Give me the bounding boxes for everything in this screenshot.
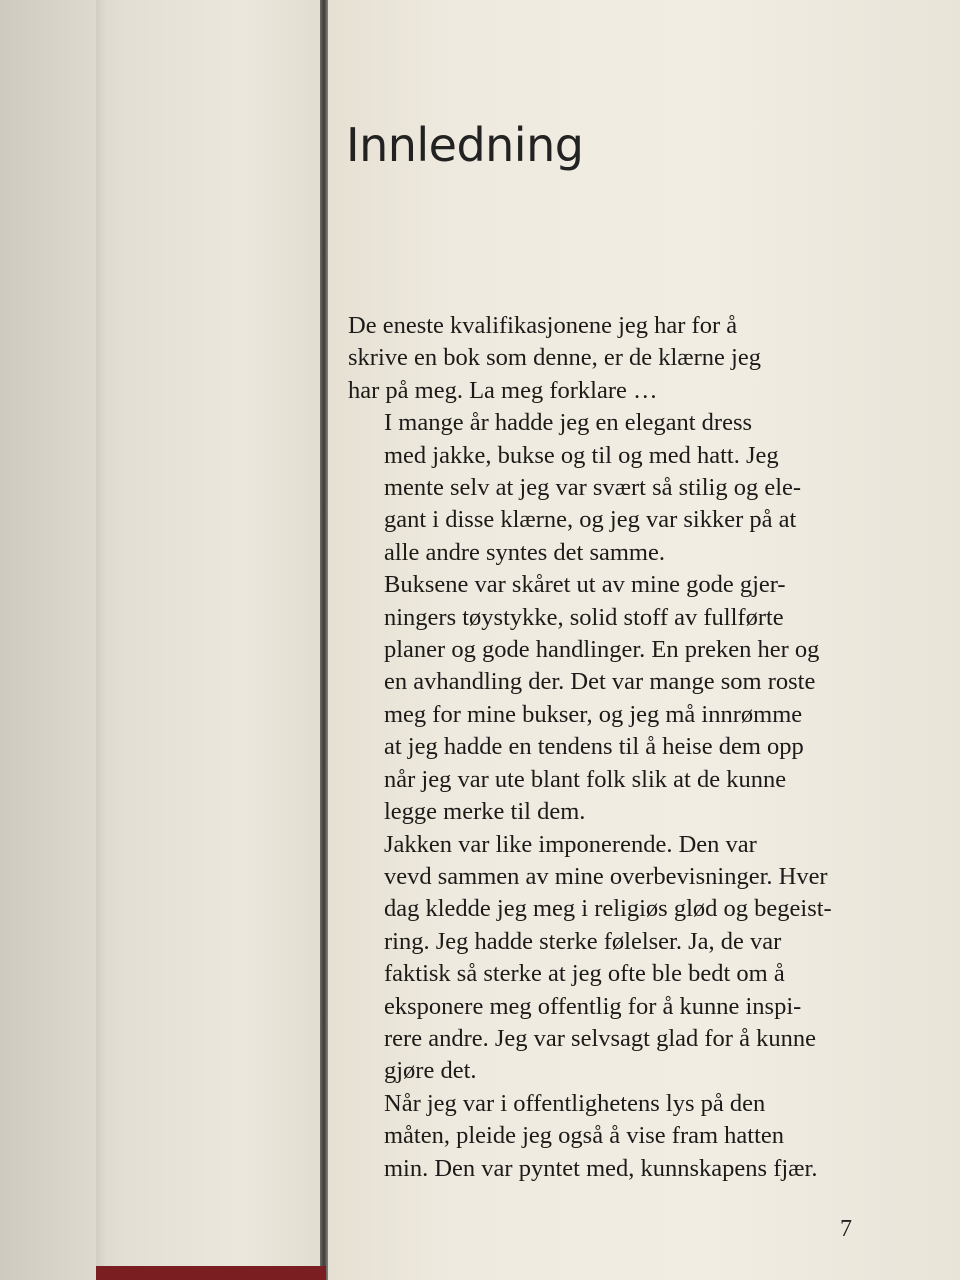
text-line: ningers tøystykke, solid stoff av fullførte xyxy=(384,603,784,631)
text-line: når jeg var ute blant folk slik at de kunne xyxy=(384,765,787,793)
text-line: skrive en bok som denne, er de klærne jeg xyxy=(348,344,761,372)
text-line: gant i disse klærne, og jeg var sikker på at xyxy=(384,506,797,534)
text-line: vevd sammen av mine overbevisninger. Hver xyxy=(384,862,828,890)
text-line: gjøre det. xyxy=(384,1057,477,1085)
book-cover-edge xyxy=(96,1266,326,1280)
body-text xyxy=(348,310,874,1185)
text-line: faktisk så sterke at jeg ofte ble bedt om å xyxy=(384,960,785,988)
paragraph xyxy=(348,569,874,828)
paragraph xyxy=(348,310,874,407)
page-number: 7 xyxy=(840,1216,852,1242)
text-line: planer og gode handlinger. En preken her og xyxy=(384,636,820,664)
book-gutter xyxy=(320,0,328,1280)
text-line: en avhandling der. Det var mange som roste xyxy=(384,668,816,696)
paragraph xyxy=(348,1088,874,1185)
text-line: meg for mine bukser, og jeg må innrømme xyxy=(384,700,803,728)
paragraph xyxy=(348,407,874,569)
text-line: Jakken var like imponerende. Den var xyxy=(384,830,757,858)
text-line: De eneste kvalifikasjonene jeg har for å xyxy=(348,312,738,339)
text-line: I mange år hadde jeg en elegant dress xyxy=(384,409,753,437)
text-line: Når jeg var i offentlighetens lys på den xyxy=(384,1089,766,1117)
text-line: har på meg. La meg forklare … xyxy=(348,376,658,404)
text-line: med jakke, bukse og til og med hatt. Jeg xyxy=(384,441,779,469)
text-line: dag kledde jeg meg i religiøs glød og begeist- xyxy=(384,895,832,923)
text-line: rere andre. Jeg var selvsagt glad for å kunne xyxy=(384,1024,816,1052)
left-page-edge xyxy=(96,0,106,1280)
chapter-title: Innledning xyxy=(346,118,584,172)
text-line: mente selv at jeg var svært så stilig og ele- xyxy=(384,474,802,502)
text-line: måten, pleide jeg også å vise fram hatten xyxy=(384,1122,785,1150)
text-line: ring. Jeg hadde sterke følelser. Ja, de var xyxy=(384,927,782,955)
text-line: eksponere meg offentlig for å kunne inspi- xyxy=(384,992,802,1020)
text-line: legge merke til dem. xyxy=(384,798,586,826)
text-line: at jeg hadde en tendens til å heise dem opp xyxy=(384,733,804,761)
text-line: min. Den var pyntet med, kunnskapens fjær. xyxy=(384,1154,818,1182)
left-page xyxy=(0,0,322,1280)
paragraph xyxy=(348,829,874,1088)
text-line: Buksene var skåret ut av mine gode gjer- xyxy=(384,571,786,599)
text-line: alle andre syntes det samme. xyxy=(384,538,665,566)
